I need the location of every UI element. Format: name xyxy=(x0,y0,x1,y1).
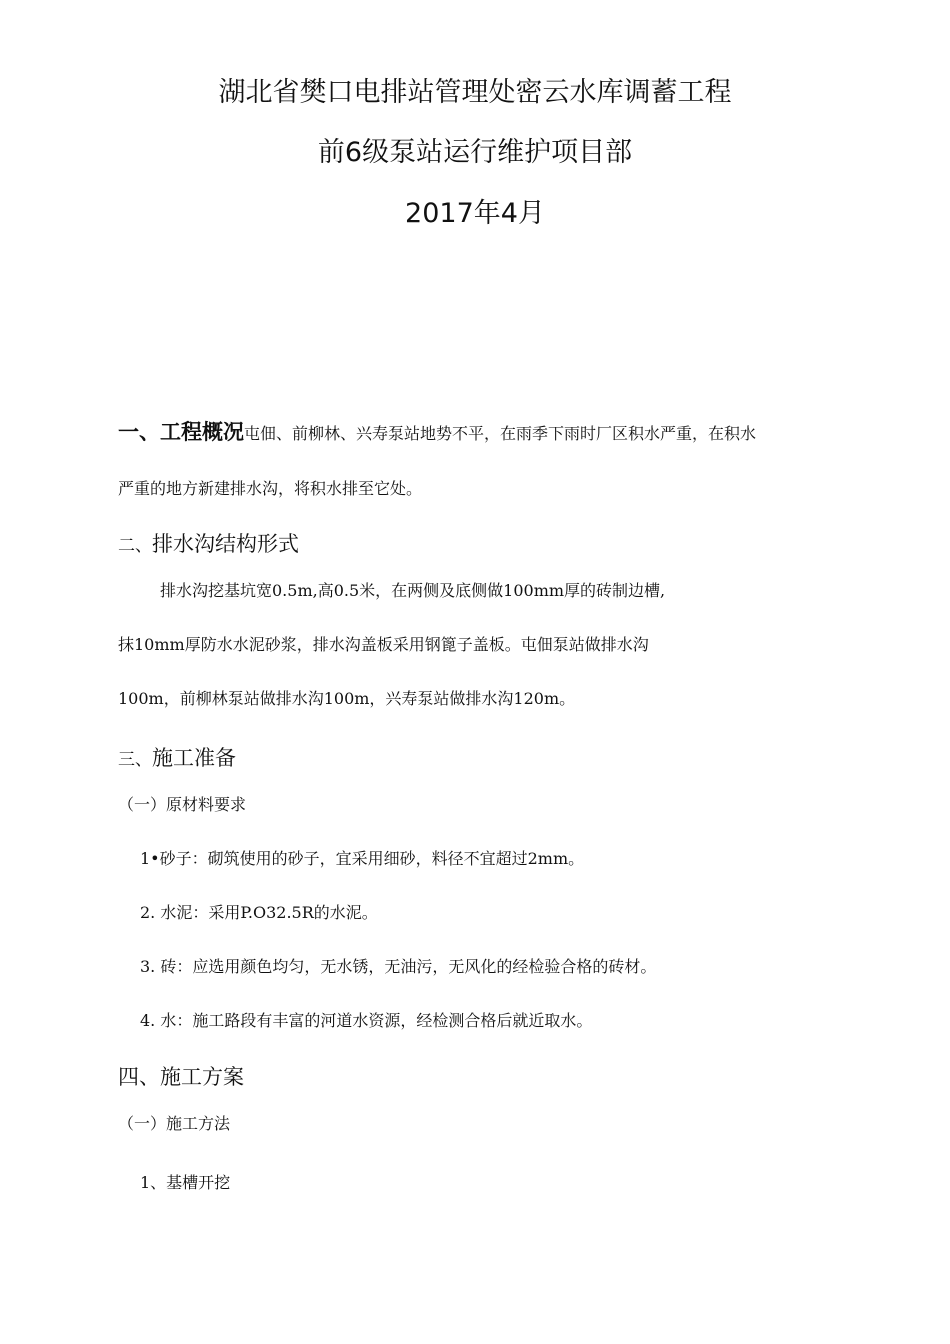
section-2-heading-number: 二、 xyxy=(118,536,152,556)
section-1-first-line xyxy=(118,421,756,445)
section-1-text-line-2: 严重的地方新建排水沟，将积水排至它处。 xyxy=(118,479,423,498)
section-2-paragraph-line-3: 100m，前柳林泵站做排水沟100m，兴寿泵站做排水沟120m。 xyxy=(118,689,576,708)
section-3-heading xyxy=(118,744,236,774)
list-item: 2. 水泥：采用P.O32.5R的水泥。 xyxy=(140,903,378,922)
section-3-subheading: （一）原材料要求 xyxy=(118,795,247,814)
section-2-paragraph-line-1: 排水沟挖基坑宽0.5m,高0.5米，在两侧及底侧做100mm厚的砖制边槽, xyxy=(160,581,666,600)
document-date: 2017年4月 xyxy=(405,198,545,229)
document-title-line-2: 前6级泵站运行维护项目部 xyxy=(317,137,633,168)
section-4-heading: 四、施工方案 xyxy=(118,1065,244,1089)
list-item: 3. 砖：应选用颜色均匀，无水锈，无油污，无风化的经检验合格的砖材。 xyxy=(140,957,657,976)
list-item: 4. 水：施工路段有丰富的河道水资源，经检测合格后就近取水。 xyxy=(140,1011,593,1030)
section-2-heading xyxy=(118,530,299,560)
section-2-paragraph-line-2: 抹10mm厚防水水泥砂浆，排水沟盖板采用钢篦子盖板。屯佃泵站做排水沟 xyxy=(118,635,649,654)
document-title-line-1: 湖北省樊口电排站管理处密云水库调蓄工程 xyxy=(218,77,732,108)
section-1-text-line-1: 屯佃、前柳林、兴寿泵站地势不平，在雨季下雨时厂区积水严重，在积水 xyxy=(244,424,757,443)
section-4-item-1: 1、基槽开挖 xyxy=(140,1173,231,1192)
section-3-heading-text: 施工准备 xyxy=(152,746,236,770)
section-1-heading: 一、工程概况 xyxy=(118,420,244,444)
list-item: 1•砂子：砌筑使用的砂子，宜采用细砂，料径不宜超过2mm。 xyxy=(140,849,585,868)
section-2-heading-text: 排水沟结构形式 xyxy=(152,532,299,556)
section-4-subheading: （一）施工方法 xyxy=(118,1114,231,1133)
section-3-heading-number: 三、 xyxy=(118,750,152,770)
